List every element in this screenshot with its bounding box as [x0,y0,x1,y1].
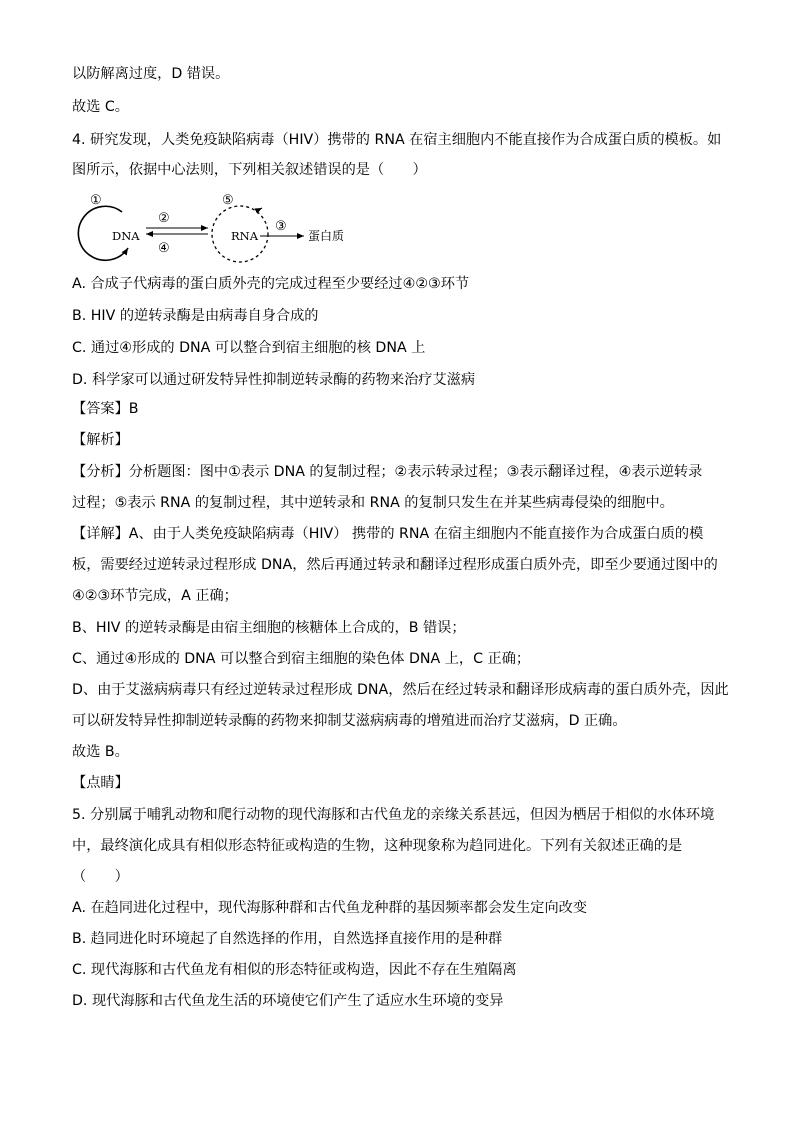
dna-label: DNA [112,229,140,243]
label-2: ② [158,211,170,226]
option-a: A. 在趋同进化过程中，现代海豚种群和古代鱼龙种群的基因频率都会发生定向改变 [72,900,588,916]
detail-text: ④②③环节完成，A 正确； [72,588,238,604]
answer-line: 【答案】B [72,401,139,417]
text-line: 故选 C。 [72,99,129,115]
question-4-stem: 4. 研究发现，人类免疫缺陷病毒（HIV）携带的 RNA 在宿主细胞内不能直接作为合成蛋白质的模板。如 [72,132,722,148]
detail-text: 可以研发特异性抑制逆转录酶的药物来抑制艾滋病病毒的增殖进而治疗艾滋病，D 正确。 [72,713,627,729]
option-c: C. 通过④形成的 DNA 可以整合到宿主细胞的核 DNA 上 [72,340,426,356]
dianjing-heading: 【点睛】 [72,775,129,791]
question-5-stem: 中，最终演化成具有相似形态特征或构造的生物，这种现象称为趋同进化。下列有关叙述正确的是 [72,838,683,854]
option-b: B. 趋同进化时环境起了自然选择的作用，自然选择直接作用的是种群 [72,931,503,947]
option-d: D. 科学家可以通过研发特异性抑制逆转录酶的药物来治疗艾滋病 [72,372,476,388]
detail-text: C、通过④形成的 DNA 可以整合到宿主细胞的染色体 DNA 上，C 正确； [72,651,531,667]
option-d: D. 现代海豚和古代鱼龙生活的环境使它们产生了适应水生环境的变异 [72,993,504,1009]
protein-label: 蛋白质 [308,229,345,243]
central-dogma-diagram [70,190,370,270]
question-5-stem: （ ） [72,869,129,885]
label-5: ⑤ [222,193,234,208]
label-1: ① [90,193,102,208]
analysis-text: 过程；⑤表示 RNA 的复制过程，其中逆转录和 RNA 的复制只发生在并某些病毒侵染的细胞中。 [72,495,674,511]
text-line: 以防解离过度，D 错误。 [72,66,230,82]
label-4: ④ [158,241,170,256]
detail-text: D、由于艾滋病病毒只有经过逆转录过程形成 DNA，然后在经过转录和翻译形成病毒的蛋白质外壳，因此 [72,682,729,698]
question-5-stem: 5. 分别属于哺乳动物和爬行动物的现代海豚和古代鱼龙的亲缘关系甚远，但因为栖居于相似的水体环境 [72,807,715,823]
detail-text: B、HIV 的逆转录酶是由宿主细胞的核糖体上合成的，B 错误； [72,620,466,636]
question-4-stem: 图所示，依据中心法则，下列相关叙述错误的是（ ） [72,162,427,178]
analysis-text: 【分析】分析题图：图中①表示 DNA 的复制过程；②表示转录过程；③表示翻译过程，④表示逆转录 [72,464,703,480]
label-3: ③ [275,219,287,234]
option-c: C. 现代海豚和古代鱼龙有相似的形态特征或构造，因此不存在生殖隔离 [72,962,517,978]
option-b: B. HIV 的逆转录酶是由病毒自身合成的 [72,308,319,324]
choose-line: 故选 B。 [72,744,129,760]
detail-text: 板，需要经过逆转录过程形成 DNA，然后再通过转录和翻译过程形成蛋白质外壳，即至少要通过图中的 [72,557,718,573]
detail-text: 【详解】A、由于人类免疫缺陷病毒（HIV） 携带的 RNA 在宿主细胞内不能直接作为合成蛋白质的模 [72,526,704,542]
option-a: A. 合成子代病毒的蛋白质外壳的完成过程至少要经过④②③环节 [72,276,470,292]
analysis-heading: 【解析】 [72,432,129,448]
rna-label: RNA [231,229,259,243]
